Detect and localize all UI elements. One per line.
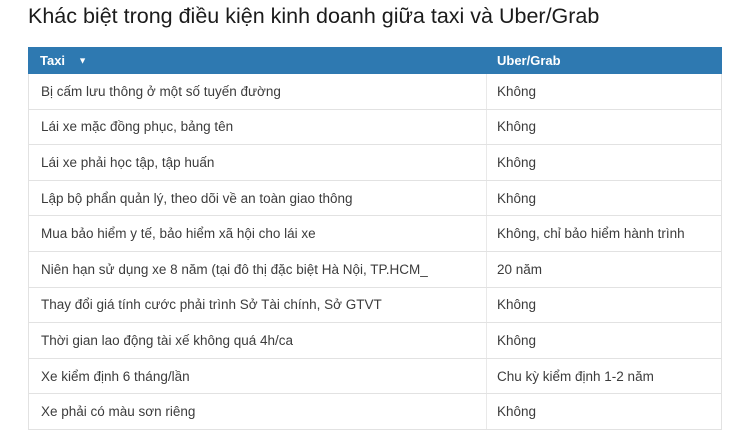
cell-taxi: Bị cấm lưu thông ở một số tuyến đường [29,74,487,109]
table-row [29,358,721,394]
cell-uber-grab: Không [497,404,537,420]
cell-uber-grab: Không [497,332,537,348]
cell-uber-grab: Không [497,83,537,99]
column-header-uber-grab[interactable] [487,53,722,68]
cell-taxi: Niên hạn sử dụng xe 8 năm (tại đô thị đặc biệt Hà Nội, TP.HCM_ [29,252,487,287]
cell-taxi: Thời gian lao động tài xế không quá 4h/ca [29,323,487,358]
cell-taxi: Xe phải có màu sơn riêng [29,394,487,429]
table-row [29,74,721,109]
cell-taxi: Mua bảo hiểm y tế, bảo hiểm xã hội cho lái xe [29,216,487,251]
cell-taxi: Lái xe mặc đồng phục, bảng tên [29,110,487,145]
column-header-taxi[interactable] [28,53,487,68]
table-header [28,47,722,74]
column-header-taxi-label: Taxi [40,53,66,68]
table-row [29,215,721,251]
cell-taxi: Thay đổi giá tính cước phải trình Sở Tài chính, Sở GTVT [29,288,487,323]
table-row [29,144,721,180]
cell-uber-grab: 20 năm [497,261,543,277]
table-row [29,393,721,429]
sort-descending-icon: ▼ [78,55,87,66]
cell-uber-grab: Chu kỳ kiểm định 1-2 năm [497,368,654,384]
cell-uber-grab: Không [497,119,537,135]
table-row [29,322,721,358]
cell-uber-grab: Không [497,154,537,170]
cell-uber-grab: Không [497,297,537,313]
table-row [29,287,721,323]
column-header-uber-grab-label: Uber/Grab [497,53,561,68]
table-body [28,74,722,430]
cell-taxi: Lập bộ phẩn quản lý, theo dõi về an toàn giao thông [29,181,487,216]
table-row [29,180,721,216]
page-title: Khác biệt trong điều kiện kinh doanh giữa taxi và Uber/Grab [28,4,600,28]
cell-uber-grab: Không, chỉ bảo hiểm hành trình [497,226,685,242]
cell-taxi: Lái xe phải học tập, tập huấn [29,145,487,180]
cell-uber-grab: Không [497,190,537,206]
comparison-table [28,47,722,430]
table-row [29,109,721,145]
cell-taxi: Xe kiểm định 6 tháng/lần [29,359,487,394]
table-row [29,251,721,287]
